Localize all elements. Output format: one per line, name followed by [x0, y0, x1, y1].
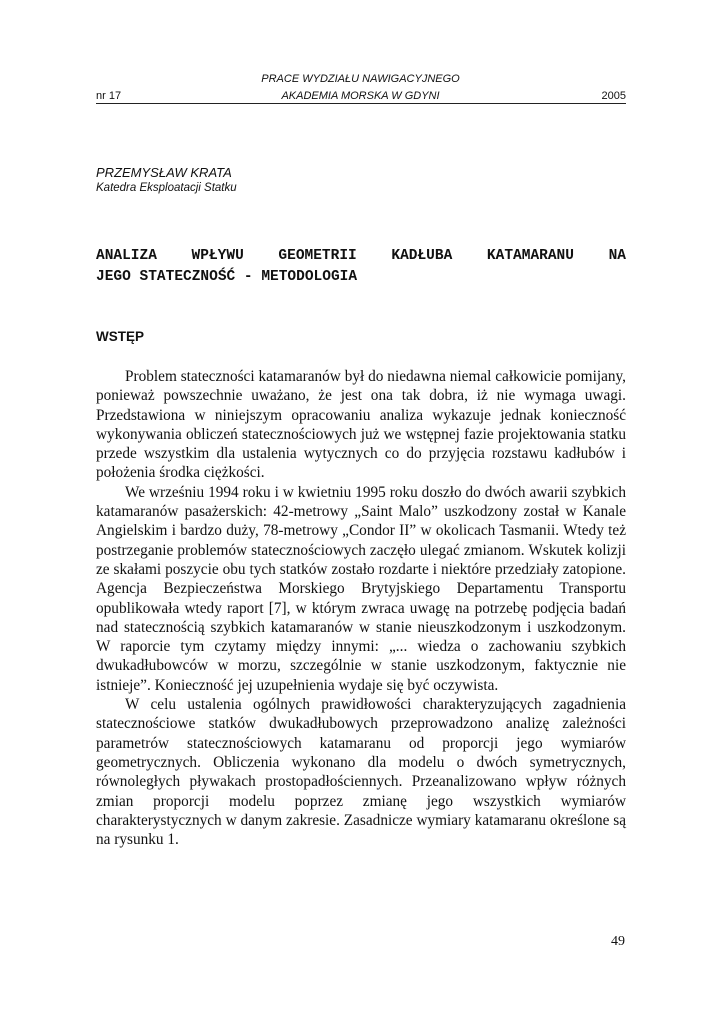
paper-title-line-1: ANALIZA WPŁYWU GEOMETRII KADŁUBA KATAMARANU NA: [96, 248, 626, 264]
paragraph: W celu ustalenia ogólnych prawidłowości charakteryzujących zagadnienia statecznościowe statków dwukadłubowych przeprowadzono analizę zależności parametrów statecznościowych katamaranu od proporcji jego wymiarów geometrycznych. Obliczenia wykonano dla modelu o dwóch symetrycznych, równoległych pływakach prostopadłościennych. Przeanalizowano wpływ różnych zmian proporcji modelu poprzez zmianę jego wszystkich wymiarów charakterystycznych w danym zakresie. Zasadnicze wymiary katamaranu określone są na rysunku 1.: [96, 696, 626, 849]
issue-number: nr 17: [96, 90, 122, 102]
paper-title: [96, 246, 626, 288]
paper-title-line-2: JEGO STATECZNOŚĆ - METODOLOGIA: [96, 269, 358, 285]
author-name: PRZEMYSŁAW KRATA: [96, 165, 232, 180]
paragraph: Problem stateczności katamaranów był do niedawna niemal całkowicie pomijany, ponieważ powszechnie uważano, że jest ona tak dobra, iż nie wymaga uwagi. Przedstawiona w niniejszym opracowaniu analiza wykazuje jednak konieczność wykonywania obliczeń statecznościowych już we wstępnej fazie projektowania statku przede wszystkim dla ustalenia wytycznych co do przyjęcia rozstawu kadłubów i położenia środka ciężkości.: [96, 368, 626, 482]
institution-name: AKADEMIA MORSKA W GDYNI: [281, 90, 440, 102]
author-affiliation: Katedra Eksploatacji Statku: [96, 182, 237, 194]
header-divider: [96, 103, 626, 104]
body-text: [96, 367, 626, 849]
section-heading: WSTĘP: [96, 329, 145, 344]
page-number: 49: [611, 934, 625, 949]
journal-title: PRACE WYDZIAŁU NAWIGACYJNEGO: [261, 73, 460, 85]
paragraph: We wrześniu 1994 roku i w kwietniu 1995 roku doszło do dwóch awarii szybkich katamaranów pasażerskich: 42-metrowy „Saint Malo” uszkodzony został w Kanale Angielskim i bardzo duży, 78-metrowy „Condor II” w okolicach Tasmanii. Wtedy też postrzeganie problemów statecznościowych zaczęło ulegać zmianom. Wskutek kolizji ze skałami poszycie obu tych statków zostało rozdarte i niektóre przedziały zatopione. Agencja Bezpieczeństwa Morskiego Brytyjskiego Departamentu Transportu opublikowała wtedy raport [7], w którym zwraca uwagę na potrzebę podjęcia badań nad statecznością szybkich katamaranów w stanie nieuszkodzonym i uszkodzonym. W raporcie tym czytamy między innymi: „... wiedza o zachowaniu szybkich dwukadłubowców w morzu, szczególnie w stanie uszkodzonym, faktycznie nie istnieje”. Konieczność jej uzupełnienia wydaje się być oczywista.: [96, 483, 626, 694]
publication-year: 2005: [601, 90, 626, 102]
